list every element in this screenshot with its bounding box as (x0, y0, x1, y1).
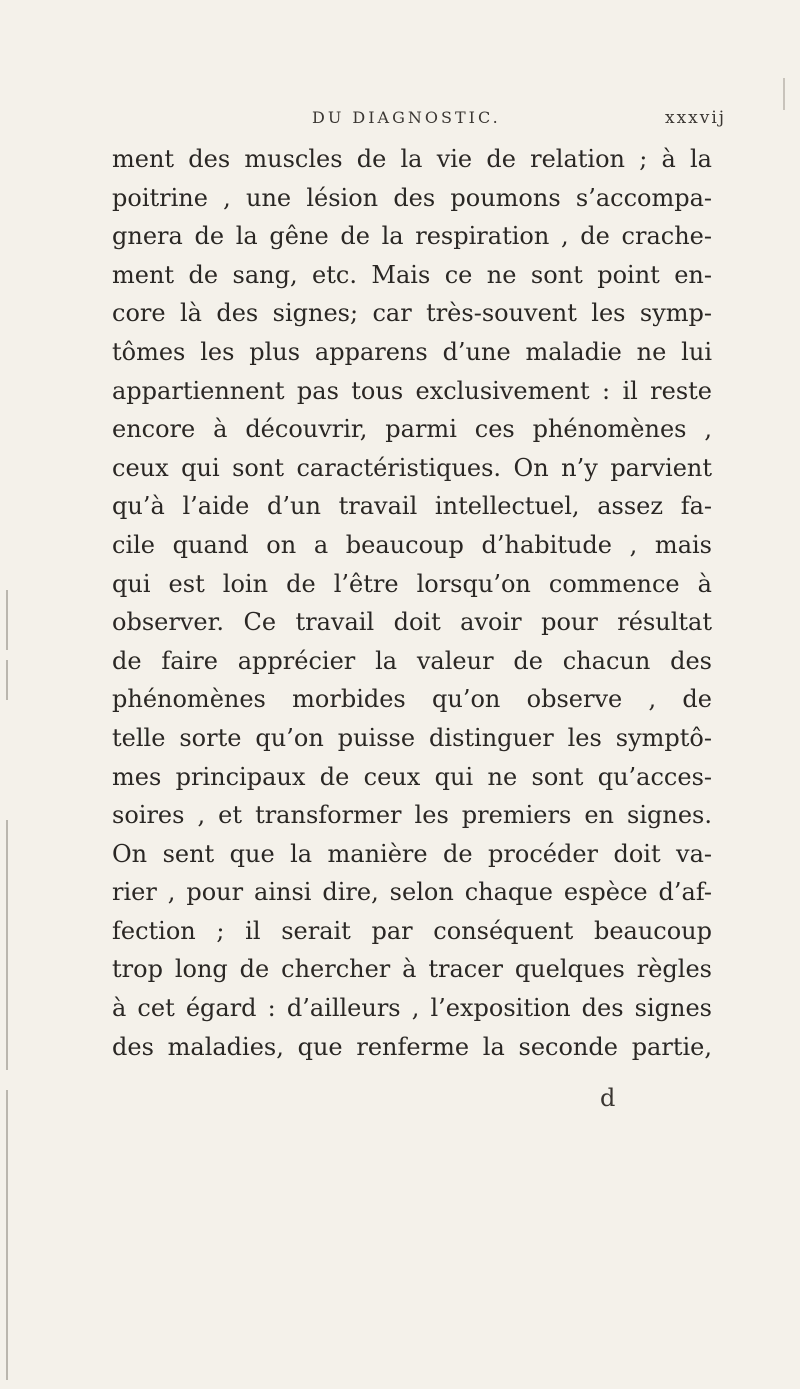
running-head: DU DIAGNOSTIC. (312, 108, 501, 127)
text-line: ment de sang, etc. Mais ce ne sont point en- (112, 260, 712, 289)
text-line: gnera de la gêne de la respiration , de crache- (112, 222, 712, 251)
text-line: appartiennent pas tous exclusivement : il reste (112, 376, 712, 405)
text-line: poitrine , une lésion des poumons s’accompa- (112, 183, 712, 212)
text-line: telle sorte qu’on puisse distinguer les symptô- (112, 723, 712, 752)
text-line: qu’à l’aide d’un travail intellectuel, assez fa- (112, 492, 712, 521)
text-line: On sent que la manière de procéder doit va- (112, 839, 712, 868)
text-line: de faire apprécier la valeur de chacun des (112, 646, 712, 675)
text-line: encore à découvrir, parmi ces phénomènes , (112, 415, 712, 444)
text-line: cile quand on a beaucoup d’habitude , mais (112, 530, 712, 559)
text-line: trop long de chercher à tracer quelques règles (112, 955, 712, 984)
paper-mark (783, 78, 785, 110)
page-edge-shadow (6, 660, 8, 700)
text-line: phénomènes morbides qu’on observe , de (112, 685, 712, 714)
text-line: tômes les plus apparens d’une maladie ne lui (112, 337, 712, 366)
catchword: d (600, 1084, 616, 1112)
text-line: rier , pour ainsi dire, selon chaque espèce d’af- (112, 878, 712, 907)
page-edge-shadow (6, 1090, 8, 1380)
text-line: observer. Ce travail doit avoir pour résultat (112, 608, 712, 637)
text-line: des maladies, que renferme la seconde partie, (112, 1032, 712, 1061)
text-line: qui est loin de l’être lorsqu’on commence à (112, 569, 712, 598)
page-edge-shadow (6, 820, 8, 1070)
page-edge-shadow (6, 590, 8, 650)
page-header (0, 108, 800, 138)
page-number: xxxvij (665, 108, 727, 128)
text-line: ment des muscles de la vie de relation ; à la (112, 145, 712, 173)
text-line: fection ; il serait par conséquent beaucoup (112, 916, 712, 945)
text-line: core là des signes; car très-souvent les symp- (112, 299, 712, 328)
text-line: ceux qui sont caractéristiques. On n’y parvient (112, 453, 712, 482)
text-line: soires , et transformer les premiers en signes. (112, 801, 712, 830)
text-line: mes principaux de ceux qui ne sont qu’acces- (112, 762, 712, 791)
body-text (112, 140, 712, 1066)
text-line: à cet égard : d’ailleurs , l’exposition des signes (112, 994, 712, 1023)
